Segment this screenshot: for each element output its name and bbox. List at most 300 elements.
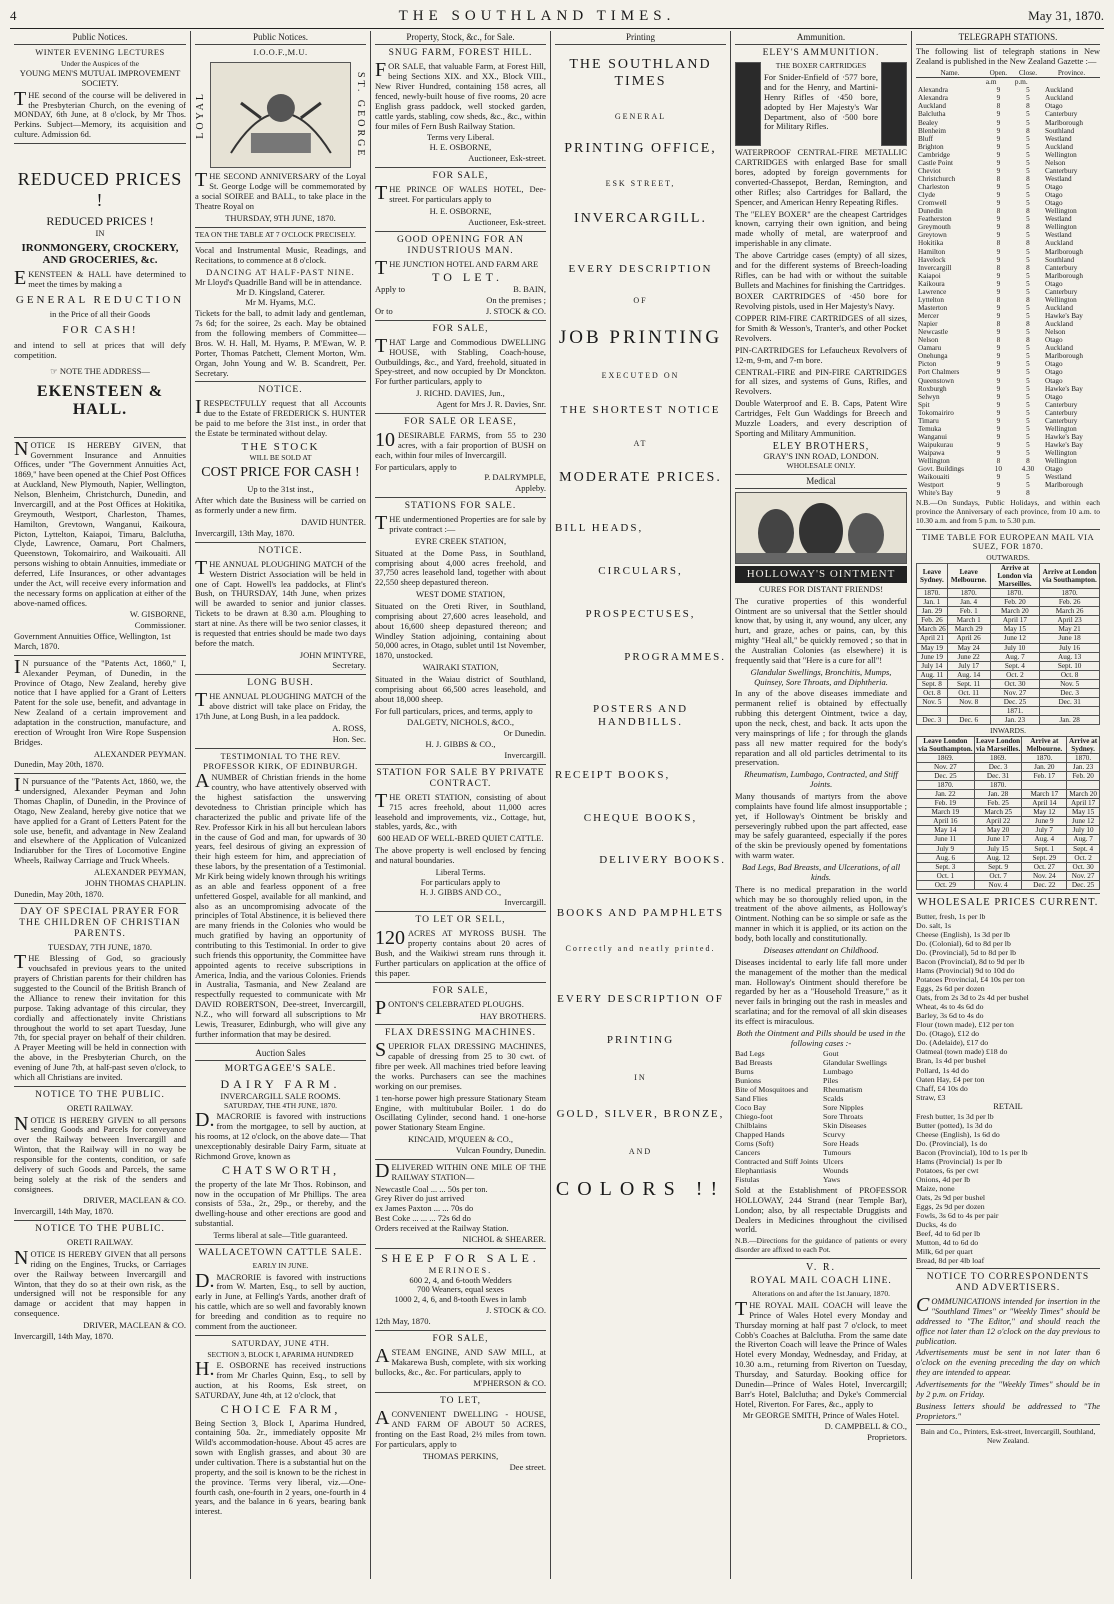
ad-body: NOTICE IS HEREBY GIVEN, that Government Insurance and Annuities Offices, under "The Government Annuities Act, 1869," have been opened at the Chief Post Offices at Auckland, New Plymouth, Napier, Wellington, Nelson, Blenheim, Christchurch, Dunedin, and Invercargill, and at the Post Offices at Hokitika, Greymouth, Westport, Charleston, Thames, Hamilton, Grevtown, Wanganui, Kaikoura, Picton, Lyttelton, Kaiapoi, Timaru, Balclutha, Clyde, Lawrence, Oamaru, Port Chalmers, Queenstown, Tokomairiro, and Waikouaiti. All persons wishing to obtain Annuities, immediate or deferred, Life Insurances, or other advantages under the Act, will receive every information and the necessary forms on application at either of the above-named offices.: [14, 437, 186, 608]
table-cell: 1871.: [990, 706, 1040, 715]
table-cell: Sept. 3: [917, 862, 975, 871]
table-cell: Westland: [1045, 231, 1072, 240]
telegraph-stations-table: [916, 69, 1100, 497]
table-cell: Timaru: [918, 416, 939, 425]
ad-body: THE Blessing of God, so graciously vouchsafed in previous years to the united prayers of Christian parents for their children has suggested to the Council of the British Branch of the Alliance to renew their invitation for this purpose. Taking advantage of this circular, they cordially and affectionately invite Christians throughout the world to set apart Tuesday, June 7th, for special prayer on behalf of their children. A Prayer Meeting will be held in connection with the above, in the Presbyterian Church, on the evening of June 7th, at half-past seven o'clock, to which all Christians are invited.: [14, 951, 186, 1082]
table-cell: 8: [996, 336, 1001, 345]
table-row: [916, 304, 1100, 312]
table-cell: Aug. 7: [990, 652, 1040, 661]
dwelling-sale-ad: [375, 324, 546, 410]
ad-title: LONG BUSH.: [247, 678, 314, 689]
ad-title: TESTIMONIAL TO THE REV. PROFESSOR KIRK, OF EDINBURGH.: [203, 750, 358, 771]
ad-title: STATION FOR SALE BY PRIVATE CONTRACT.: [376, 767, 545, 789]
ad-band: Mr Lloyd's Quadrille Band will be in attendance.: [195, 276, 362, 287]
table-cell: Oct. 30: [990, 679, 1040, 688]
list-item: Oats, 2s 9d per bushel: [916, 1192, 986, 1202]
ad-tea: TEA ON THE TABLE AT 7 O'CLOCK PRECISELY.: [195, 229, 356, 239]
table-cell: Wellington: [1045, 150, 1077, 159]
table-cell: 9: [996, 424, 1001, 433]
table-cell: Otago: [1045, 368, 1063, 377]
table-header-cell: Arrive at London via Southampton.: [1040, 563, 1100, 588]
table-cell: 9: [996, 271, 1001, 280]
table-cell: 9: [996, 400, 1001, 409]
ad-terms: Terms liberal at sale—Title guaranteed.: [213, 1229, 348, 1240]
newspaper-page: [10, 8, 1104, 1588]
ad-signature: H. E. OSBORNE,: [429, 142, 492, 153]
hotel-sale-ad: [375, 171, 546, 227]
ad-date: Dunedin, May 20th, 1870.: [14, 888, 104, 899]
table-cell: 9: [996, 279, 1001, 288]
table-row: [916, 102, 1100, 110]
table-cell: Govt. Buildings: [918, 465, 964, 474]
list-item: Fresh butter, 1s 3d per lb: [916, 1111, 994, 1121]
table-cell: Oct. 1: [917, 871, 975, 880]
ad-title: FOR SALE,: [432, 1333, 489, 1344]
table-cell: Oct. 7: [974, 871, 1022, 880]
list-item: Rheumatism: [823, 1084, 863, 1094]
table-cell: 8: [1026, 320, 1030, 329]
list-item: Eggs, 2s 6d per dozen: [916, 984, 985, 994]
table-cell: Auckland: [1045, 320, 1073, 329]
table-cell: Jan. 1: [917, 598, 948, 607]
table-row: [916, 489, 1100, 497]
ad-goods: IRONMONGERY, CROCKERY, AND GROCERIES, &c.: [21, 241, 179, 267]
ad-title: SHEEP FOR SALE.: [381, 1250, 540, 1265]
table-cell: Onehunga: [918, 352, 948, 361]
list-item: Fistulas: [735, 1174, 760, 1184]
table-cell: 8: [1026, 223, 1030, 232]
table-row: [916, 368, 1100, 376]
section-heading: Medical: [735, 474, 907, 489]
table-header-cell: Province.: [1043, 69, 1100, 78]
table-cell: Feb. 26: [1040, 598, 1100, 607]
table-cell: Nov. 27: [1067, 871, 1100, 880]
ad-stock: THE STOCK: [241, 440, 320, 453]
table-cell: Feb. 19: [917, 799, 975, 808]
table-row: [917, 817, 1100, 826]
table-cell: Otago: [1045, 336, 1063, 345]
table-cell: 1870.: [974, 781, 1022, 790]
railway-notice-1: [14, 1090, 186, 1217]
table-row: [917, 697, 1100, 706]
list-item: Chapped Hands: [735, 1129, 785, 1139]
table-cell: Jan. 23: [1067, 762, 1100, 771]
table-cell: 8: [1026, 174, 1030, 183]
table-cell: 8: [1026, 489, 1030, 498]
masthead: [10, 8, 1104, 29]
ad-after: After which date the Business will be carried on as formerly under a new firm.: [195, 495, 366, 516]
table-row: [916, 143, 1100, 151]
ad-title: ELEY'S AMMUNITION.: [762, 48, 880, 59]
table-cell: Lyttelton: [918, 295, 944, 304]
table-cell: 5: [1026, 408, 1030, 417]
table-cell: Wellington: [1045, 223, 1077, 232]
table-year-cell: 1870.: [917, 589, 948, 598]
table-cell: Selwyn: [918, 392, 940, 401]
table-cell: Oct. 8: [1040, 670, 1100, 679]
table-cell: July 17: [947, 661, 990, 670]
table-cell: 9: [996, 376, 1001, 385]
table-cell: March 29: [947, 625, 990, 634]
table-cell: 5: [1026, 287, 1030, 296]
table-cell: 8: [1026, 295, 1030, 304]
table-cell: 8: [996, 207, 1001, 216]
table-row: [917, 688, 1100, 697]
list-item: Do. (Adelaide), £17 do: [916, 1038, 989, 1048]
table-cell: Sept. 4: [990, 661, 1040, 670]
table-cell: 8: [996, 263, 1001, 272]
table-cell: 5: [1026, 215, 1030, 224]
table-cell: July 7: [1022, 826, 1067, 835]
table-row: [916, 272, 1100, 280]
table-cell: June 19: [917, 652, 948, 661]
table-cell: Hokitika: [918, 239, 944, 248]
ad-body: THE ANNUAL PLOUGHING MATCH of the above district will take place on Friday, the 17th June, at Long Bush, in a lea paddock.: [195, 689, 366, 722]
table-cell: Napier: [918, 320, 938, 329]
table-cell: Greytown: [918, 231, 947, 240]
table-cell: Oct. 11: [947, 688, 990, 697]
ad-body: ANUMBER of Christian friends in the home country, who have attentively observed with the highest satisfaction the unswerving devotedness to Christian principle which has characterized the public and private life of the Rev. Professor Kirk in his all but herculean labors in the cause of God and man, for upwards of 30 years, feel desirous of giving an expression of their high esteem for him, and appreciation of these labors, by the presentation of a Testimonial. Mr Kirk being widely known through his writings as an able and fearless opponent of a free unfettered Gospel, available for all mankind, and also as an uncompromising advocate of the principles of Total Abstinence, it is believed there are many friends in the Colonies who would be much gratified by having an opportunity of contributing to this Testimonial. In order to give such friends this opportunity, the Committee have appointed agents to receive subscriptions in America, India, and the various Colonies. Friends in Australia, Tasmania, and New Zealand are respectfully requested to communicate with Mr DAVID ROBERTSON, Dee-street, Invercargill, N.Z., who will forward all subscriptions to Mr Lewis, Treasurer, Edinburgh, who will give any further information that may be desired.: [195, 770, 366, 1039]
table-cell: Dunedin: [918, 207, 943, 216]
list-item: Hams (Provincial) 1s per lb: [916, 1156, 1003, 1166]
ad-signature: J. RICHD. DAVIES, Jun.,: [416, 388, 505, 399]
table-row: [916, 344, 1100, 352]
mail-table-title: TIME TABLE FOR EUROPEAN MAIL VIA SUEZ, FOR 1870.: [921, 531, 1095, 552]
ad-signature: H. E. OSBORNE,: [429, 205, 492, 216]
table-cell: 1870.: [917, 781, 975, 790]
table-row: [916, 231, 1100, 239]
table-cell: Charleston: [918, 183, 950, 192]
table-cell: Newcastle: [918, 328, 948, 337]
list-item: Oats, from 2s 3d to 2s 4d per bushel: [916, 993, 1029, 1003]
table-cell: June 18: [1040, 634, 1100, 643]
table-cell: 5: [1026, 255, 1030, 264]
table-cell: 5: [1026, 352, 1030, 361]
list-item: Bran, 1s 4d per bushel: [916, 1056, 986, 1066]
table-header-cell: Leave Melbourne.: [947, 563, 990, 588]
table-row: [917, 661, 1100, 670]
hunter-notice: [195, 385, 366, 538]
table-cell: May 19: [917, 643, 948, 652]
table-row: [916, 377, 1100, 385]
table-cell: June 17: [974, 835, 1022, 844]
table-cell: Kaiapoi: [918, 271, 941, 280]
table-cell: Aug. 11: [917, 670, 948, 679]
table-cell: Sept. 1: [1022, 844, 1067, 853]
table-cell: Wellington: [1045, 207, 1077, 216]
table-cell: Canterbury: [1045, 416, 1078, 425]
table-cell: 9: [996, 142, 1001, 151]
pointing-hand-icon: ☞: [50, 365, 58, 376]
table-cell: Canterbury: [1045, 263, 1078, 272]
ad-desc: Being Section 3, Block I, Aparima Hundred, containing 50a. 2r., immediately opposite Mr Wild's accommodation-house. About 45 acres are sown with English grasses, and about 30 are under cultivation. There is a substantial hut on the property, and the soil is known to be the richest in the province. Terms very liberal, viz.—One-fourth cash, one-fourth in 2 years, one-fourth in 4 years, and the balance in 6 years, bearing bank interest.: [195, 1417, 366, 1517]
table-cell: 9: [996, 150, 1001, 159]
ad-signature: DRIVER, MACLEAN & CO.: [83, 1320, 186, 1331]
section-heading: Printing: [555, 31, 726, 45]
table-cell: May 24: [947, 643, 990, 652]
ad-title: DAY OF SPECIAL PRAYER FOR THE CHILDREN OF CHRISTIAN PARENTS.: [19, 906, 181, 939]
table-row: [916, 352, 1100, 360]
table-cell: Dec. 3: [974, 762, 1022, 771]
table-cell: 5: [1026, 118, 1030, 127]
table-cell: Westland: [1045, 174, 1072, 183]
table-cell: May 14: [917, 826, 975, 835]
table-cell: Tokomairiro: [918, 408, 954, 417]
table-cell: 9: [996, 368, 1001, 377]
table-cell: July 14: [917, 661, 948, 670]
table-row: [916, 256, 1100, 264]
list-item: Contracted and Stiff Joints: [735, 1156, 819, 1166]
table-cell: Jan. 4: [947, 598, 990, 607]
table-cell: 5: [1026, 368, 1030, 377]
list-item: Chaff, £4 10s do: [916, 1083, 968, 1093]
table-row: [917, 844, 1100, 853]
table-cell: 5: [1026, 110, 1030, 119]
table-row: [916, 199, 1100, 207]
ad-body: IN pursuance of the "Patents Act, 1860," I, Alexander Peyman, of Dunedin, in the Province of Otago, New Zealand, hereby give notice that I have applied for a Grant of Letters Patent for the sole use, benefit, and advantage in New Zealand of a certain improvement and adaptation in the construction, manufacture, and erection of Wrought Iron Wire Rope Suspension Bridges.: [14, 655, 186, 747]
ad-title: FOR SALE OR LEASE,: [404, 416, 517, 427]
table-cell: Aug. 6: [917, 853, 975, 862]
table-row: [916, 151, 1100, 159]
table-cell: Otago: [1045, 376, 1063, 385]
ad-date: Invercargill, 13th May, 1870.: [195, 528, 295, 539]
ad-body: THE JUNCTION HOTEL AND FARM ARE: [375, 256, 539, 279]
ad-trail: and intend to sell at prices that will defy competition.: [14, 340, 186, 360]
table-cell: 9: [996, 416, 1001, 425]
ad-title: WINTER EVENING LECTURES: [35, 47, 165, 58]
table-cell: 5: [1026, 86, 1030, 95]
ad-title: NOTICE.: [258, 385, 303, 396]
table-cell: Cheviot: [918, 166, 941, 175]
table-cell: Jan. 22: [917, 790, 975, 799]
table-row: [916, 328, 1100, 336]
table-cell: Lawrence: [918, 287, 947, 296]
ad-role: Appleby.: [515, 483, 546, 494]
annuities-notice: [14, 437, 186, 652]
table-cell: 9: [996, 223, 1001, 232]
list-item: Wheat, 4s to 4s 6d do: [916, 1002, 984, 1012]
ad-title: MORTGAGEE'S SALE.: [224, 1064, 337, 1075]
table-cell: 9: [996, 191, 1001, 200]
issue-date: May 31, 1870.: [1028, 8, 1104, 23]
list-item: Do. (Colonial), 6d to 8d per lb: [916, 939, 1011, 949]
table-row: [917, 716, 1100, 725]
ad-body: THE SECOND ANNIVERSARY of the Loyal St. George Lodge will be commemorated by a social SOIREE and BALL, to take place in the Theatre Royal on: [195, 169, 366, 211]
table-cell: 5: [1026, 392, 1030, 401]
table-cell: 9: [996, 384, 1001, 393]
stations-sale-ad: STATIONS FOR SALE. THE undermentioned Properties are for sale by private contract :— EYRE CREEK STATION, Situated at the Dome Pass, in Southland, comprising about 4,000 acres freehold, and 37,750 acres leasehold land, together with about 22,550 sheep depastured thereon. WEST DOME STATION, Situated on the Oreti River, in Southland, comprising about 27,600 acres leasehold, and about 16,600 sheep depastured thereon; and Windley Station adjoining, containing about 50,000 acres, in Otago, sublet until 1st November, 1870, unstocked. WAIRAKI STATION, Situated in the Waiau district of Southland, comprising about 66,500 acres leasehold, and about 18,000 sheep. For full particulars, prices, and terms, apply to DALGETY, NICHOLS, &CO., Or Dunedin. H. J. GIBBS & CO., Invercargill.: [375, 501, 546, 760]
patent-notice-1: [14, 655, 186, 770]
table-header-cell: Arrive at London via Marseilles.: [990, 563, 1040, 588]
table-cell: Bluff: [918, 134, 934, 143]
ad-body: D.MACRORIE is favored with instructions from W. Marten, Esq., to sell by auction, early in June, at Felling's Yards, another draft of his cattle, which are so well and favorably known for breeding and condition as to require no comment from the auctioneer.: [195, 1269, 366, 1331]
table-cell: 8: [996, 174, 1001, 183]
railway-notice-2: [14, 1224, 186, 1342]
ad-title: GOOD OPENING FOR AN INDUSTRIOUS MAN.: [397, 234, 524, 256]
table-cell: 5: [1026, 303, 1030, 312]
table-row: [916, 449, 1100, 457]
table-row: [917, 871, 1100, 880]
table-row: [916, 393, 1100, 401]
ploughing-notice: [195, 546, 366, 671]
table-cell: Canterbury: [1045, 166, 1078, 175]
ad-note: ☞ NOTE THE ADDRESS—: [50, 365, 150, 376]
ad-date: Invercargill, 14th May, 1870.: [14, 1330, 114, 1341]
table-cell: 8: [1026, 336, 1030, 345]
correspondents-notice: NOTICE TO CORRESPONDENTS AND ADVERTISERS. COMMUNICATIONS intended for insertion in the "Southland Times" or "Weekly Times" should be addressed to "The Editor," and should reach the office not later than 12 o'clock on the day previous to publication. Advertisements must be sent in not later than 6 o'clock on the evening preceding the day on which they are intended to appear. Advertisements for the "Weekly Times" should be in by 2 p.m. on Friday. Business letters should be addressed to "The Proprietors." Bain and Co., Printers, Esk-street, Invercargill, Southland, New Zealand.: [916, 1272, 1100, 1446]
holloway-ointment-ad: HOLLOWAY'S OINTMENT CURES FOR DISTANT FRIENDS! The curative properties of this wonderful Ointment are so universal that the Settler should know that, by using it, any wound, any ulcer, any hurt, and graze, aches or pains, can, by this mighty "Heal all," be quickly removed ; so that in the Australian Colonies (as elsewhere) it is frequently said that "Here is a cure for all"! Glandular Swellings, Bronchitis, Mumps, Quinsey, Sore Throats, and Diphtheria. In any of the above diseases immediate and permanent relief is obtained by effectually rubbing this detergent Ointment, twice a day, upon the neck, chest, and back. It acts upon the very mainsprings of life ; for through the glands pass all new matter required for the body's reparation and all old particles detrimental to its preservation. Rheumatism, Lumbago, Contracted, and Stiff Joints. Many thousands of martyrs from the above complaints have found life almost insupportable ; yet, if Holloway's Ointment be briskly and perseveringly rubbed upon the part affected, ease may be safely guaranteed, especially if the pores of the skin be previously opened by fomentations with warm water. Bad Legs, Bad Breasts, and Ulcerations, of all kinds. There is no medical preparation in the world which may be so thoroughly relied upon, in the treatment of the above ailments, as Holloway's Ointment. Nothing can be so simple or safe as the manner in which it is applied, or its action on the body, both locally and constitutionally. Diseases attendant on Childhood. Diseases incidental to early life fall more under the management of the mother than the medical man. Holloway's Ointment should therefore be regarded by her as a "Household Treasure," as it never fails in bringing out the rash in measles and scarlatina; and for the removal of all skin diseases its effect is miraculous. Both the Ointment and Pills should be used in the following cases :- Bad Legs Bad Breasts Burns Bunions Bite of Mosquitoes and Sand Flies Coco Bay Chiego-foot Chilblains Chapped Hands Corns (Soft) Cancers Contracted and Stiff Joints Elephantiasis Fistulas Gout Glandular Swellings Lumbago Piles Rheumatism Scalds Sore Nipples Sore Throats Skin Diseases Scurvy Sore Heads Tumours Ulcers Wounds Yaws Sold at the Establishment of PROFESSOR HOLLOWAY, 244 Strand (near Temple Bar), London; also, by all respectable Druggists and Dealers in Medicines throughout the civilised world. N.B.—Directions for the guidance of patients or every disorder are affixed to each Pot.: [735, 492, 907, 1255]
patent-notice-2: [14, 774, 186, 899]
list-item: Bite of Mosquitoes and Sand Flies: [735, 1084, 808, 1103]
ad-date: Invercargill, 14th May, 1870.: [14, 1206, 114, 1217]
lodge-emblem-image: [210, 62, 352, 168]
ad-block: SECTION 3, BLOCK I, APARIMA HUNDRED: [207, 1349, 354, 1359]
table-cell: Spit: [918, 400, 930, 409]
table-row: [917, 625, 1100, 634]
table-cell: 10: [994, 465, 1002, 474]
ad-body: THE second of the course will be delivered in the Presbyterian Church, on the evening of MONDAY, 6th June, at 8 o'clock, by Mr Thos. Perkins. Subject—Memory, its acquisition and culture. Admission 6d.: [14, 87, 186, 140]
table-cell: Jan. 20: [1022, 762, 1067, 771]
table-cell: 5: [1026, 158, 1030, 167]
table-cell: Balclutha: [918, 110, 946, 119]
table-cell: March 26: [1040, 607, 1100, 616]
table-cell: 9: [996, 126, 1001, 135]
ad-society: YOUNG MEN'S MUTUAL IMPROVEMENT SOCIETY.: [19, 67, 181, 88]
table-unit-cell: [916, 78, 984, 87]
table-row: [917, 679, 1100, 688]
table-cell: March 25: [974, 808, 1022, 817]
column-1: [10, 31, 191, 1579]
list-item: Bad Legs: [735, 1048, 765, 1058]
table-row: [916, 312, 1100, 320]
table-cell: Westport: [918, 481, 944, 490]
table-cell: May 15: [1067, 808, 1100, 817]
ad-date: SATURDAY, JUNE 4TH.: [231, 1337, 330, 1348]
table-cell: Blenheim: [918, 126, 946, 135]
table-cell: [1040, 706, 1100, 715]
dairy-farm-sale: [195, 1064, 366, 1241]
table-row: [916, 280, 1100, 288]
table-cell: Havelock: [918, 255, 946, 264]
list-item: Wounds: [823, 1165, 849, 1175]
list-item: Elephantiasis: [735, 1165, 777, 1175]
table-header-cell: Leave Sydney.: [917, 563, 948, 588]
ad-in: IN: [95, 227, 105, 238]
table-row: [917, 706, 1100, 715]
table-cell: Otago: [1045, 360, 1063, 369]
ad-terms: Terms very Liberal.: [426, 132, 495, 143]
snug-farm-ad: [375, 48, 546, 164]
table-cell: April 21: [917, 634, 948, 643]
list-item: Bunions: [735, 1075, 761, 1085]
column-2: [191, 31, 371, 1579]
table-unit-cell: [1043, 78, 1100, 87]
table-cell: Waipukurau: [918, 441, 953, 450]
table-cell: 5: [1026, 279, 1030, 288]
table-row: [916, 159, 1100, 167]
flax-machines-ad: FLAX DRESSING MACHINES. SUPERIOR FLAX DRESSING MACHINES, capable of dressing from 25 to 30 cwt. of fibre per week. All machines tried before leaving the works. Purchasers can see the machines working on our premises. 1 ten-horse power high pressure Stationary Steam Engine, with multitubular Boiler. 1 do do Oscillating Cylinder, second hand. 1 one-horse power Stationary Steam Engine. KINCAID, M'QUEEN & CO., Vulcan Foundry, Dunedin.: [375, 1028, 546, 1155]
table-cell: 8: [1026, 207, 1030, 216]
table-unit-cell: a.m: [985, 78, 997, 87]
section-heading: Auction Sales: [195, 1047, 366, 1061]
ad-title: STATIONS FOR SALE.: [404, 501, 517, 512]
table-cell: Marlborough: [1045, 271, 1083, 280]
table-cell: Marlborough: [1045, 247, 1083, 256]
eley-ammunition-ad: ELEY'S AMMUNITION. THE BOXER CARTRIDGES For Snider-Enfield of ·577 bore, and for the Henry, and Martini-Henry Rifles of ·450 bore, adopted by Her Majesty's War Department, also of ·500 bore for Military Rifles. WATERPROOF CENTRAL-FIRE METALLIC CARTRIDGES with enlarged Base for small bores, adopted by foreign governments for converted-Chassepot, Berdan, Remington, and other Rifles; also Cartridges for Ballard, the Spencer, and American Henry Repeating Rifles. The "ELEY BOXER" are the cheapest Cartridges known, carrying their own ignition, and being made wholly of metal, are waterproof and imperishable in any climate. The above Cartridge cases (empty) of all sizes, and for the different systems of Breech-loading Rifles, can be had with or without the suitable Bullets and Machines for finishing the Cartridges. BOXER CARTRIDGES of ·450 bore for Revolving pistols, used in Her Majesty's Navy. COPPER RIM-FIRE CARTRIDGES of all sizes, for Smith & Wesson's, Tranter's, and other Pocket Revolvers. PIN-CARTRIDGES for Lefaucheux Revolvers of 12-m, 9-m, and 7-m bore. CENTRAL-FIRE and PIN-FIRE CARTRIDGES for all sizes, and systems of Guns, Rifles, and Revolvers. Double Waterproof and E. B. Caps, Patent Wire Cartridges, Felt Gun Waddings for Breech and Muzzle Loaders, and every description of Sporting and Military Ammunition. ELEY BROTHERS, GRAY'S INN ROAD, LONDON. WHOLESALE ONLY.: [735, 48, 907, 470]
table-row: [916, 360, 1100, 368]
table-header-cell: Leave London via Marseilles.: [975, 736, 1021, 753]
column-4-printing: Printing THE SOUTHLAND TIMES GENERAL PRINTING OFFICE, ESK STREET, INVERCARGILL. EVERY DESCRIPTION OF JOB PRINTING EXECUTED ON THE SHORTEST NOTICE AT MODERATE PRICES. BILL HEADS, CIRCULARS, PROSPECTUSES, PROGRAMMES. POSTERS AND HANDBILLS. RECEIPT BOOKS, CHEQUE BOOKS, DELIVERY BOOKS. BOOKS AND PAMPHLETS Correctly and neatly printed. EVERY DESCRIPTION OF PRINTING IN GOLD, SILVER, BRONZE, AND COLORS !!: [551, 31, 731, 1579]
list-item: Sore Throats: [823, 1111, 863, 1121]
table-cell: Wellington: [1045, 457, 1077, 466]
table-cell: 9: [996, 118, 1001, 127]
oreti-station-ad: STATION FOR SALE BY PRIVATE CONTRACT. THE ORETI STATION, consisting of about 715 acres freehold, about 11,000 acres leasehold and improvements, viz., Cottage, hut, stables, yards, &c., with 600 HEAD OF WELL-BRED QUIET CATTLE. The above property is well enclosed by fencing and natural boundaries. Liberal Terms. For particulars apply to H. J. GIBBS AND CO., Invercargill.: [375, 767, 546, 908]
table-row: [916, 385, 1100, 393]
table-cell: Hawke's Bay: [1045, 432, 1083, 441]
table-cell: 9: [996, 360, 1001, 369]
table-cell: 4.30: [1021, 465, 1035, 474]
table-cell: Otago: [1045, 183, 1063, 192]
table-cell: May 15: [990, 625, 1040, 634]
table-cell: 9: [996, 392, 1001, 401]
table-cell: Cromwell: [918, 199, 947, 208]
table-cell: March 26: [918, 625, 946, 634]
table-cell: White's Bay: [918, 489, 954, 498]
list-item: Sore Heads: [823, 1138, 859, 1148]
ad-title: TO LET,: [440, 1396, 481, 1407]
table-year-cell: 1869.: [974, 753, 1022, 762]
list-item: Flour (town made), £12 per ton: [916, 1020, 1014, 1030]
table-cell: 9: [996, 489, 1001, 498]
ad-signature: DAVID HUNTER.: [300, 517, 366, 528]
table-cell: Wellington: [1045, 295, 1077, 304]
table-cell: May 20: [974, 826, 1022, 835]
table-cell: Jan. 29: [917, 607, 948, 616]
table-cell: Nov. 5: [1040, 679, 1100, 688]
table-row: [916, 248, 1100, 256]
table-cell: 8: [996, 239, 1001, 248]
cattle-sale: [195, 1248, 366, 1517]
table-cell: 5: [1026, 432, 1030, 441]
table-row: [917, 598, 1100, 607]
ad-title: FOR SALE,: [432, 323, 489, 334]
table-cell: [1067, 781, 1100, 790]
table-row: [916, 223, 1100, 231]
table-cell: Southland: [1045, 255, 1075, 264]
ad-signature: JOHN M'INTYRE,: [299, 649, 366, 660]
table-header-cell: Leave London via Southampton.: [918, 736, 973, 753]
table-row: [916, 288, 1100, 296]
table-cell: 9: [996, 352, 1001, 361]
ad-date: SATURDAY, THE 4TH JUNE, 1870.: [224, 1100, 337, 1110]
section-heading: Ammunition.: [735, 31, 907, 45]
table-cell: 5: [1026, 400, 1030, 409]
list-item: Burns: [735, 1066, 754, 1076]
table-cell: March 20: [990, 607, 1040, 616]
list-item: Coco Bay: [735, 1102, 766, 1112]
ad-name: EKENSTEEN & HALL.: [36, 382, 164, 419]
plough-sale-ad: FOR SALE, PONTON'S CELEBRATED PLOUGHS. HAY BROTHERS.: [375, 985, 546, 1021]
list-item: Do. salt, 1s: [916, 921, 952, 931]
ad-title: FOR SALE,: [432, 171, 489, 182]
table-row: [917, 826, 1100, 835]
table-cell: 5: [1026, 328, 1030, 337]
telegraph-note: N.B.—On Sundays, Public Holidays, and within each province the Anniversary of each province, from 10 a.m. to 10.30 a.m. and from 5 p.m. to 5.30 p.m.: [916, 498, 1100, 525]
table-cell: 8: [996, 320, 1001, 329]
table-row: [916, 296, 1100, 304]
table-cell: April 26: [947, 634, 990, 643]
table-cell: 5: [1026, 271, 1030, 280]
